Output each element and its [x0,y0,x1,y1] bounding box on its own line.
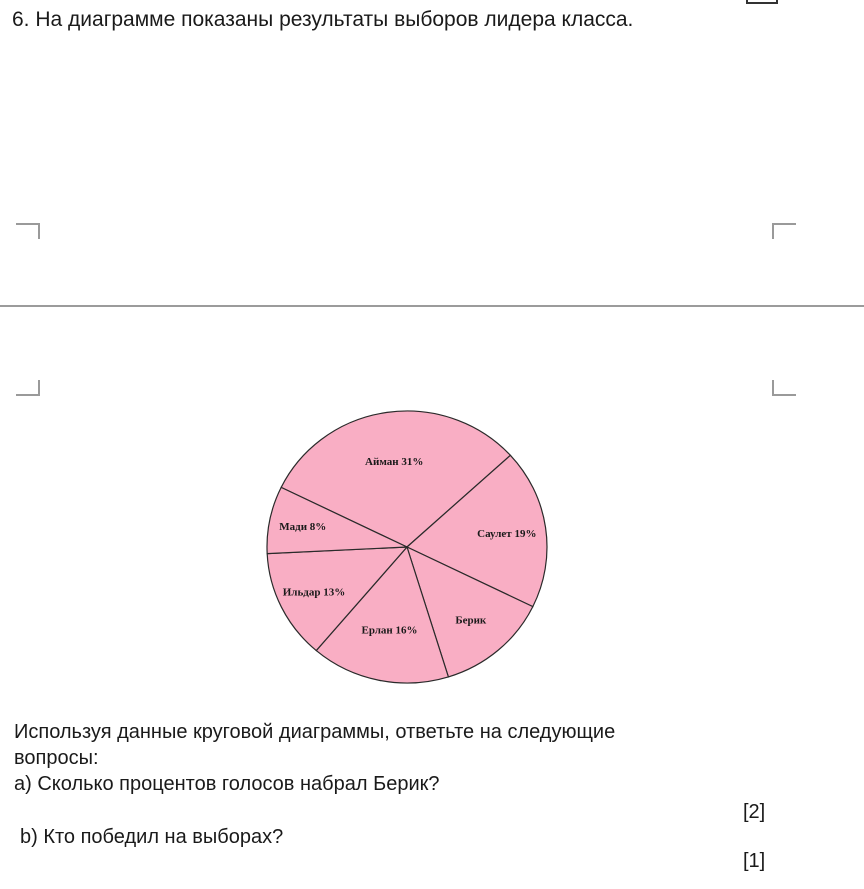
crop-mark-top-left [16,223,40,239]
pie-label-6: Мади 8% [279,521,327,534]
crop-mark-bottom-right [772,380,796,396]
pie-label-1: Айман 31% [365,455,424,468]
crop-mark-bottom-left [16,380,40,396]
question-part-a: а) Сколько процентов голосов набрал Берик? [14,773,440,795]
pie-label-2: Саулет 19% [477,528,537,540]
score-bracket-mark [746,0,778,4]
score-part-b: [1] [743,850,766,872]
pie-label-4: Ерлан 16% [361,624,418,637]
page-separator [0,305,864,307]
question-part-b: b) Кто победил на выборах? [20,826,284,848]
crop-mark-top-right [772,223,796,239]
instruction-line-1: Используя данные круговой диаграммы, ответьте на следующие [14,721,616,743]
score-part-a: [2] [743,801,766,823]
pie-label-5: Ильдар 13% [282,586,346,599]
pie-chart [250,410,550,695]
question-title: 6. На диаграмме показаны результаты выборов лидера класса. [12,8,634,31]
pie-label-3: Берик [455,614,487,627]
instruction-line-2: вопросы: [14,747,99,769]
